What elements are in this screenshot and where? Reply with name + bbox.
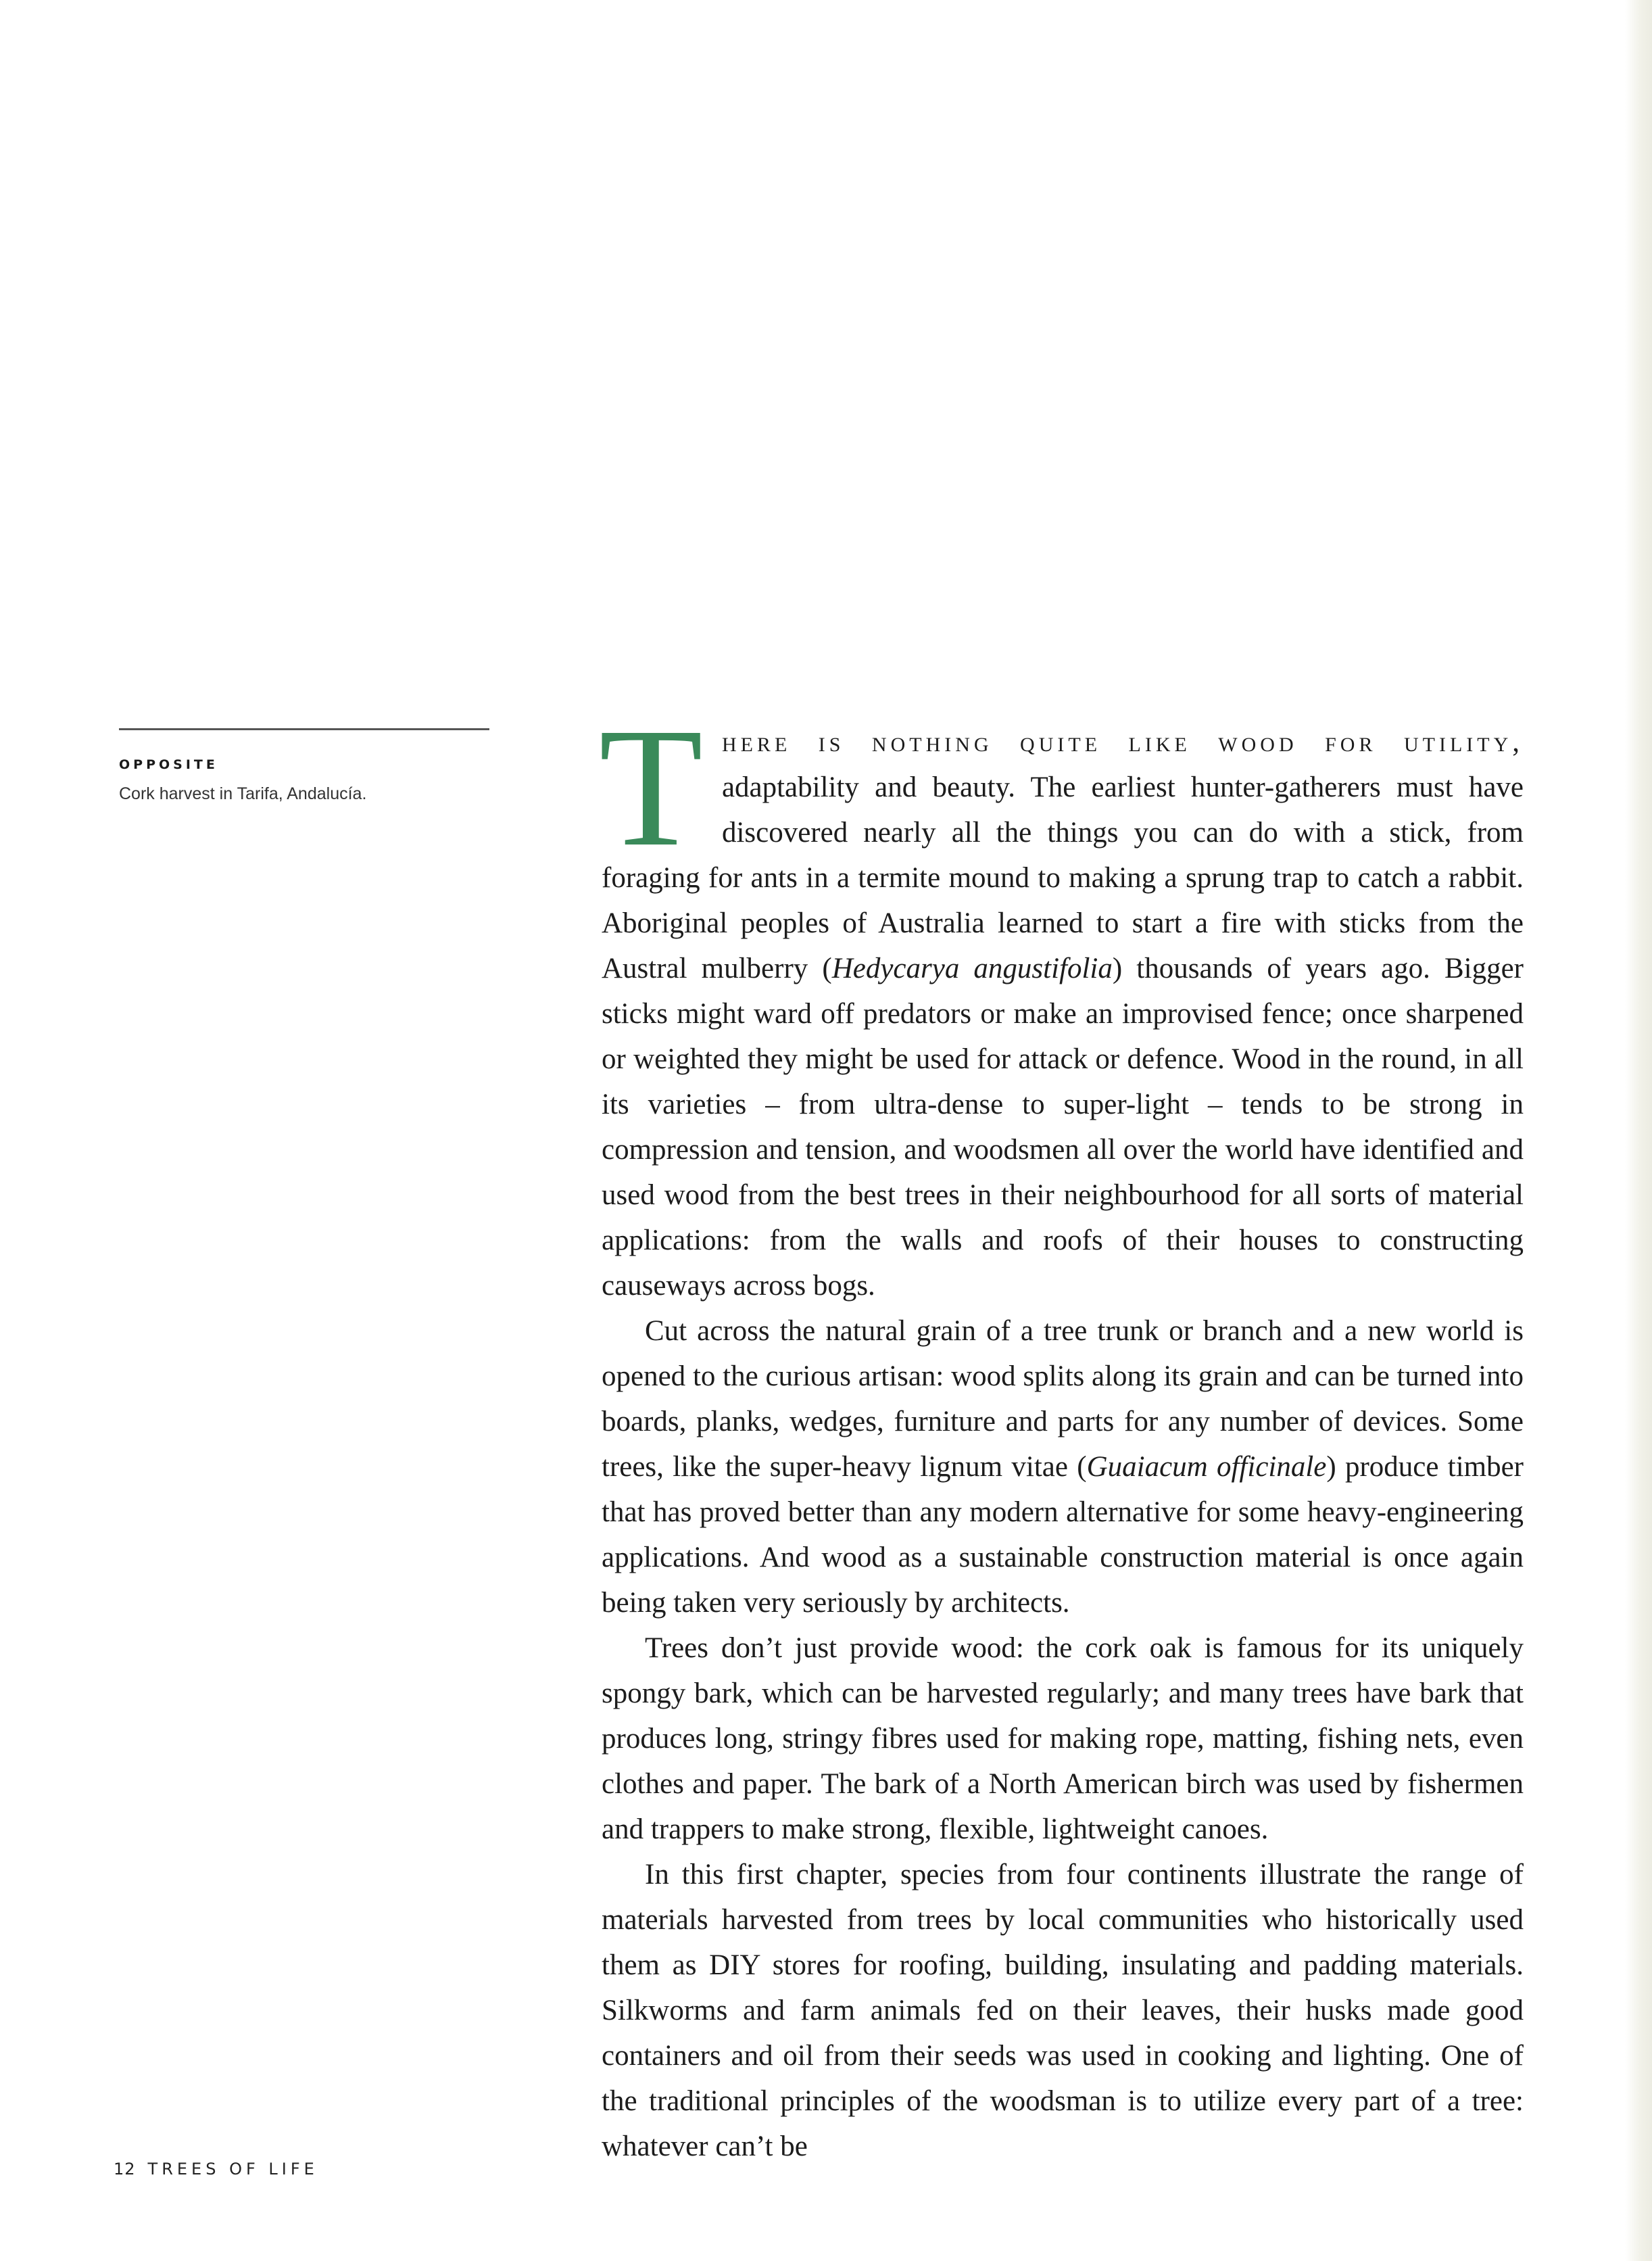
paragraph-4: In this first chapter, species from four continents illustrate the range of materials harvested from trees by local communities who historically used them as DIY stores for roofing, building, insulating and padding materials. Silkworms and farm animals fed on their leaves, their husks made good containers and oil from their seeds was used in cooking and lighting. One of the traditional principles of the woodsman is to utilize every part of a tree: whatever can’t be <box>602 1859 1524 2162</box>
paragraph-3: Trees don’t just provide wood: the cork oak is famous for its uniquely spongy bark, which can be harvested regularly; and many trees have bark that produces long, stringy fibres used for making rope, matting, fishing nets, even clothes and paper. The bark of a North American birch was used by fishermen and trappers to make strong, flexible, lightweight canoes. <box>602 1632 1524 1845</box>
paragraph-1-text-a: adaptability and beauty. The earliest hunter-gatherers must have discovered nearly all the things you can do with a stick, from foraging for ants in a termite mound to making a sprung trap to catch a rabbit. Aboriginal peoples of Australia learned to start a fire with sticks from the Austral mulberry ( <box>602 771 1524 984</box>
species-name-hedycarya: Hedycarya angustifolia <box>831 953 1113 984</box>
page-footer <box>114 2160 318 2179</box>
page-gutter-shadow <box>1625 0 1652 2261</box>
caption-text: Cork harvest in Tarifa, Andalucía. <box>119 784 367 803</box>
paragraph-1 <box>599 692 1524 1308</box>
caption-divider <box>119 728 489 730</box>
paragraph-2-text-a: Cut across the natural grain of a tree trunk or branch and a new world is opened to the curious artisan: wood splits along its grain and can be turned into boards, planks, wedges, furniture and parts for any number of devices. Some trees, like the super-heavy lignum vitae ( <box>602 1315 1524 1483</box>
paragraph-2 <box>602 1308 1524 1625</box>
opening-small-caps: here is nothing quite like wood for utility, <box>721 726 1524 758</box>
caption-label: OPPOSITE <box>119 757 218 772</box>
drop-cap: T <box>599 692 703 882</box>
paragraph-2-text-b: ) produce timber that has proved better than any modern alternative for some heavy-engineering applications. And wood as a sustainable construction material is once again being taken very seriously by architects. <box>602 1451 1524 1619</box>
species-name-guaiacum: Guaiacum officinale <box>1086 1451 1327 1483</box>
body-text-column <box>599 692 1524 2169</box>
running-title: TREES OF LIFE <box>147 2160 318 2179</box>
paragraph-1-text-b: ) thousands of years ago. Bigger sticks might ward off predators or make an improvised fence; once sharpened or weighted they might be used for attack or defence. Wood in the round, in all its varieties – from ultra-dense to super-light – tends to be strong in compression and tension, and woodsmen all over the world have identified and used wood from the best trees in their neighbourhood for all sorts of material applications: from the walls and roofs of their houses to constructing causeways across bogs. <box>602 953 1524 1302</box>
page-number: 12 <box>114 2160 136 2179</box>
